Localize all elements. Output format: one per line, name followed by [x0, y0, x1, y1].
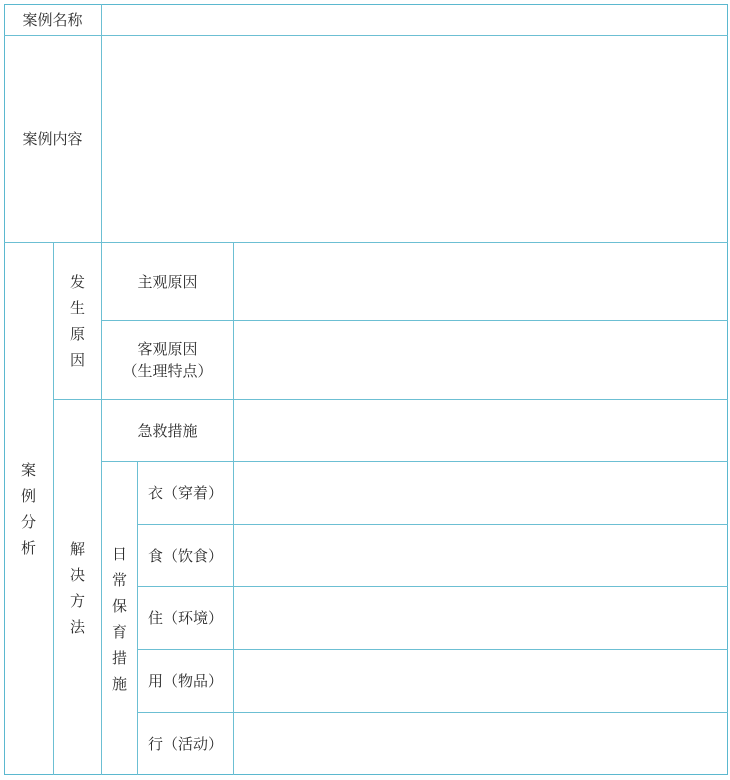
case-analysis-label: 案 例 分 析 — [20, 461, 36, 557]
daily-care-label: 日 常 保 育 措 施 — [111, 544, 127, 693]
housing-field[interactable] — [234, 587, 728, 649]
first-aid-field[interactable] — [234, 400, 728, 461]
activity-field[interactable] — [234, 713, 728, 775]
clothing-label: 衣（穿着） — [147, 484, 223, 502]
subjective-cause-label: 主观原因 — [137, 272, 198, 291]
items-label: 用（物品） — [147, 672, 223, 690]
activity-label: 行（活动） — [147, 735, 223, 753]
first-aid-label: 急救措施 — [137, 421, 198, 440]
cause-label: 发 生 原 因 — [69, 273, 85, 369]
clothing-field[interactable] — [234, 462, 728, 524]
case-name-field[interactable] — [102, 4, 728, 35]
solution-label: 解 决 方 法 — [69, 539, 85, 636]
objective-cause-label: 客观原因 （生理特点） — [122, 340, 213, 380]
subjective-cause-field[interactable] — [234, 243, 728, 320]
case-content-label: 案例内容 — [22, 130, 83, 148]
case-name-label: 案例名称 — [22, 10, 83, 29]
items-field[interactable] — [234, 650, 728, 712]
food-field[interactable] — [234, 525, 728, 586]
food-label: 食（饮食） — [147, 546, 223, 565]
case-content-field[interactable] — [102, 36, 728, 242]
housing-label: 住（环境） — [147, 609, 223, 627]
objective-cause-field[interactable] — [234, 321, 728, 399]
